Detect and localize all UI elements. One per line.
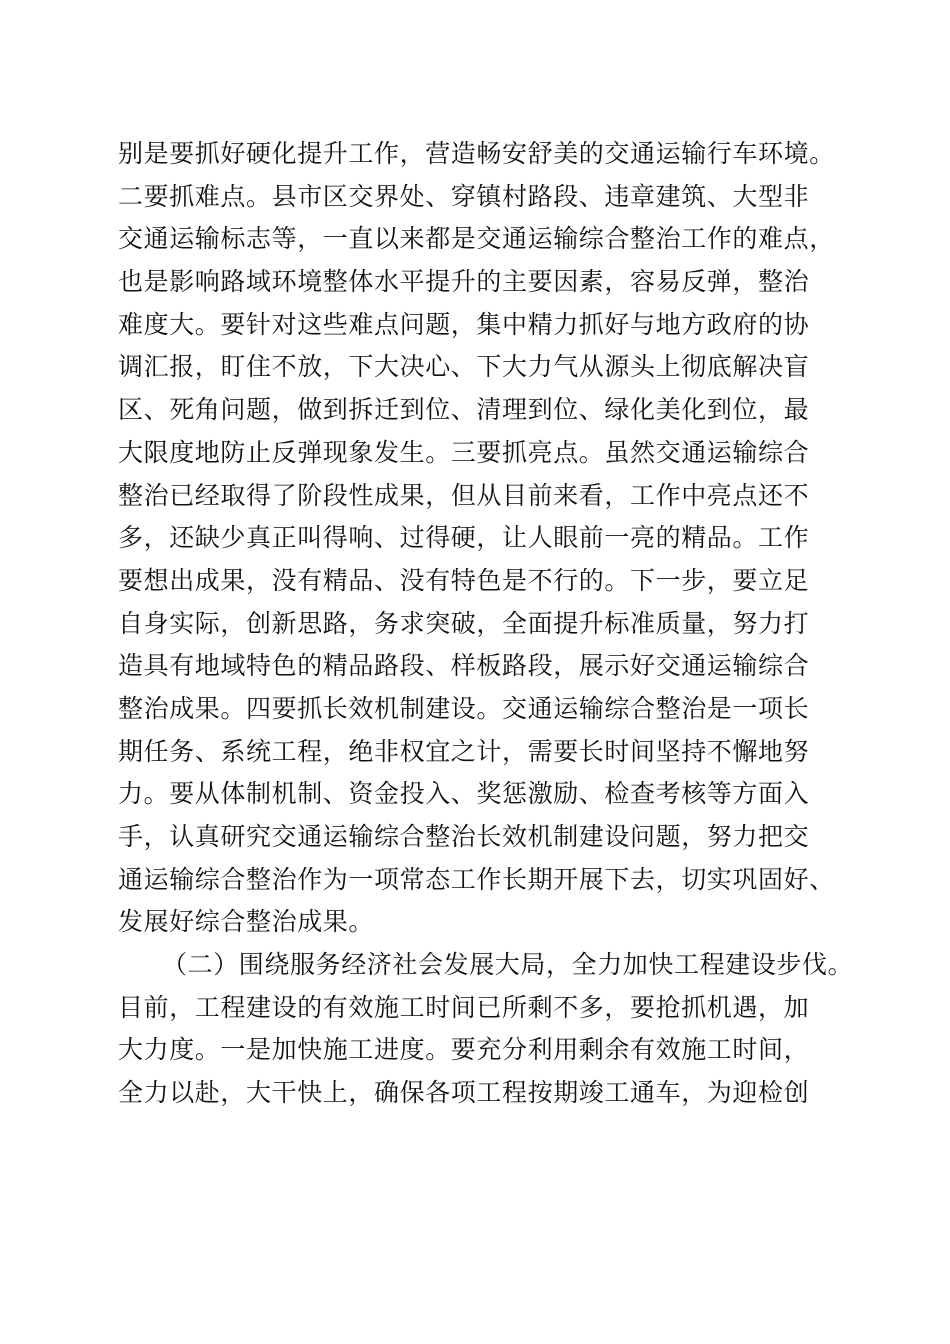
text-line: 手，认真研究交通运输综合整治长效机制建设问题，努力把交 xyxy=(118,822,810,851)
text-line: 通运输综合整治作为一项常态工作长期开展下去，切实巩固好、 xyxy=(118,864,835,894)
text-line: 交通运输标志等，一直以来都是交通运输综合整治工作的难点， xyxy=(118,224,835,254)
text-line: 期任务、系统工程，绝非权宜之计，需要长时间坚持不懈地努 xyxy=(118,736,810,766)
text-line: 难度大。要针对这些难点问题，集中精力抓好与地方政府的协 xyxy=(118,309,810,339)
text-line: 大力度。一是加快施工进度。要充分利用剩余有效施工时间， xyxy=(118,1035,810,1065)
section-heading: （二）围绕服务经济社会发展大局，全力加快工程建设步伐。 xyxy=(162,950,854,980)
text-line: 多，还缺少真正叫得响、过得硬，让人眼前一亮的精品。工作 xyxy=(118,523,810,553)
text-line: 也是影响路域环境整体水平提升的主要因素，容易反弹，整治 xyxy=(118,267,810,297)
text-line: 造具有地域特色的精品路段、样板路段，展示好交通运输综合 xyxy=(118,651,810,681)
text-line: 二要抓难点。县市区交界处、穿镇村路段、违章建筑、大型非 xyxy=(118,181,810,211)
text-line: 发展好综合整治成果。 xyxy=(118,907,375,937)
text-line: 要想出成果，没有精品、没有特色是不行的。下一步，要立足 xyxy=(118,565,810,595)
text-line: 整治已经取得了阶段性成果，但从目前来看，工作中亮点还不 xyxy=(118,480,810,510)
text-line: 调汇报，盯住不放，下大决心、下大力气从源头上彻底解决盲 xyxy=(118,352,810,382)
body-text xyxy=(118,133,858,1115)
text-line: 全力以赴，大干快上，确保各项工程按期竣工通车，为迎检创 xyxy=(118,1078,810,1108)
text-line: 区、死角问题，做到拆迁到位、清理到位、绿化美化到位，最 xyxy=(118,395,810,425)
text-line: 自身实际，创新思路，务求突破，全面提升标准质量，努力打 xyxy=(118,608,810,638)
text-line: 力。要从体制机制、资金投入、奖惩激励、检查考核等方面入 xyxy=(118,779,810,809)
text-line: 大限度地防止反弹现象发生。三要抓亮点。虽然交通运输综合 xyxy=(118,437,810,467)
text-line: 别是要抓好硬化提升工作，营造畅安舒美的交通运输行车环境。 xyxy=(118,139,835,168)
text-line: 整治成果。四要抓长效机制建设。交通运输综合整治是一项长 xyxy=(118,693,810,723)
text-line: 目前，工程建设的有效施工时间已所剩不多，要抢抓机遇，加 xyxy=(118,992,810,1022)
